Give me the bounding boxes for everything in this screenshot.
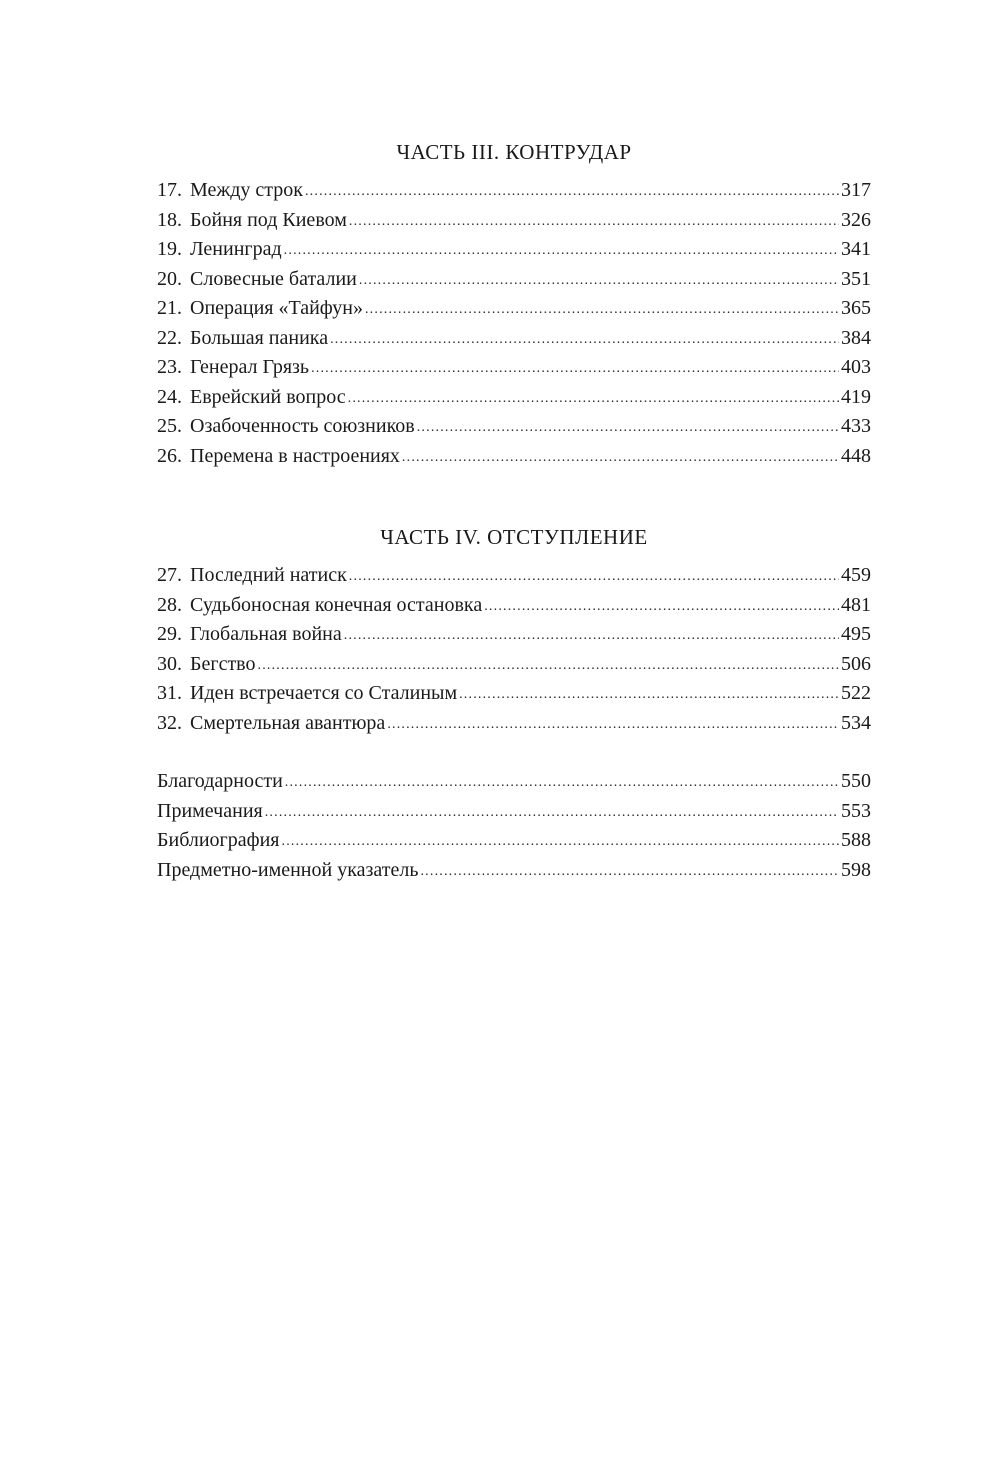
page-number: 553 [841, 799, 871, 822]
page-number: 326 [841, 208, 871, 231]
chapter-number: 27. [157, 564, 182, 586]
page-number: 384 [841, 326, 871, 349]
toc-entry[interactable] [157, 826, 871, 856]
chapter-title: Иден встречается со Сталиным [190, 682, 458, 704]
part-3-list [157, 176, 871, 471]
page-number: 534 [841, 711, 871, 734]
part-4-section [157, 522, 871, 738]
dot-leader [265, 796, 839, 828]
part-4-list [157, 561, 871, 738]
part-4-heading: ЧАСТЬ IV. ОТСТУПЛЕНИЕ [380, 525, 648, 549]
page-number: 459 [841, 564, 871, 586]
chapter-number: 18. [157, 208, 182, 231]
chapter-number: 30. [157, 652, 182, 675]
dot-leader [349, 205, 839, 237]
chapter-number: 32. [157, 711, 182, 734]
part-3-section [157, 137, 871, 471]
toc-entry[interactable] [157, 235, 871, 265]
chapter-number: 29. [157, 623, 182, 645]
dot-leader [282, 825, 840, 857]
chapter-title: Последний натиск [190, 564, 347, 586]
part-3-heading: ЧАСТЬ III. КОНТРУДАР [396, 140, 632, 164]
toc-entry[interactable] [157, 294, 871, 324]
toc-entry[interactable] [157, 797, 871, 827]
chapter-number: 31. [157, 682, 182, 704]
dot-leader [417, 411, 839, 443]
chapter-number: 20. [157, 267, 182, 290]
page-number: 506 [841, 652, 871, 675]
dot-leader [311, 352, 839, 384]
back-matter-section [157, 767, 871, 885]
dot-leader [484, 590, 839, 622]
back-matter-title: Примечания [157, 799, 263, 822]
chapter-number: 17. [157, 179, 182, 201]
chapter-number: 25. [157, 415, 182, 437]
page-number: 588 [841, 829, 871, 851]
page-number: 419 [841, 385, 871, 408]
toc-entry[interactable] [157, 442, 871, 472]
page-number: 351 [841, 267, 871, 290]
dot-leader [365, 293, 839, 325]
toc-entry[interactable] [157, 412, 871, 442]
chapter-title: Еврейский вопрос [190, 385, 346, 408]
page-number: 365 [841, 297, 871, 319]
chapter-number: 28. [157, 593, 182, 616]
dot-leader [344, 619, 839, 651]
chapter-title: Озабоченность союзников [190, 415, 415, 437]
chapter-title: Смертельная авантюра [190, 711, 386, 734]
toc-entry[interactable] [157, 206, 871, 236]
toc-entry[interactable] [157, 324, 871, 354]
chapter-title: Большая паника [190, 326, 329, 349]
dot-leader [330, 323, 839, 355]
toc-entry[interactable] [157, 679, 871, 709]
toc-entry[interactable] [157, 561, 871, 591]
chapter-number: 21. [157, 297, 182, 319]
chapter-number: 23. [157, 356, 182, 378]
chapter-title: Словесные баталии [190, 267, 357, 290]
chapter-number: 26. [157, 444, 182, 467]
toc-entry[interactable] [157, 650, 871, 680]
page-number: 481 [841, 593, 871, 616]
chapter-title: Перемена в настроениях [190, 444, 400, 467]
toc-entry[interactable] [157, 856, 871, 886]
back-matter-title: Благодарности [157, 770, 283, 792]
chapter-title: Глобальная война [190, 623, 342, 645]
page-number: 495 [841, 623, 871, 645]
chapter-title: Ленинград [190, 238, 282, 260]
toc-entry[interactable] [157, 265, 871, 295]
toc-entry[interactable] [157, 620, 871, 650]
chapter-number: 24. [157, 385, 182, 408]
chapter-title: Судьбоносная конечная остановка [190, 593, 483, 616]
chapter-number: 22. [157, 326, 182, 349]
dot-leader [387, 708, 839, 740]
dot-leader [284, 234, 839, 266]
dot-leader [359, 264, 839, 296]
page-number: 598 [841, 858, 871, 881]
chapter-title: Генерал Грязь [190, 356, 310, 378]
toc-entry[interactable] [157, 353, 871, 383]
dot-leader [258, 649, 840, 681]
page-number: 433 [841, 415, 871, 437]
chapter-title: Бегство [190, 652, 256, 675]
chapter-number: 19. [157, 238, 182, 260]
dot-leader [348, 382, 839, 414]
dot-leader [305, 175, 839, 207]
toc-entry[interactable] [157, 709, 871, 739]
dot-leader [285, 766, 839, 798]
chapter-title: Операция «Тайфун» [190, 297, 363, 319]
toc-entry[interactable] [157, 591, 871, 621]
page-number: 317 [841, 179, 871, 201]
toc-entry[interactable] [157, 176, 871, 206]
dot-leader [459, 678, 839, 710]
back-matter-list [157, 767, 871, 885]
page-number: 341 [841, 238, 871, 260]
dot-leader [420, 855, 839, 887]
back-matter-title: Библиография [157, 829, 280, 851]
back-matter-title: Предметно-именной указатель [157, 858, 419, 881]
page-number: 403 [841, 356, 871, 378]
dot-leader [349, 560, 839, 592]
chapter-title: Между строк [190, 179, 303, 201]
page-number: 522 [841, 682, 871, 704]
toc-entry[interactable] [157, 383, 871, 413]
dot-leader [402, 441, 839, 473]
toc-entry[interactable] [157, 767, 871, 797]
chapter-title: Бойня под Киевом [190, 208, 347, 231]
page-number: 448 [841, 444, 871, 467]
page-number: 550 [841, 770, 871, 792]
